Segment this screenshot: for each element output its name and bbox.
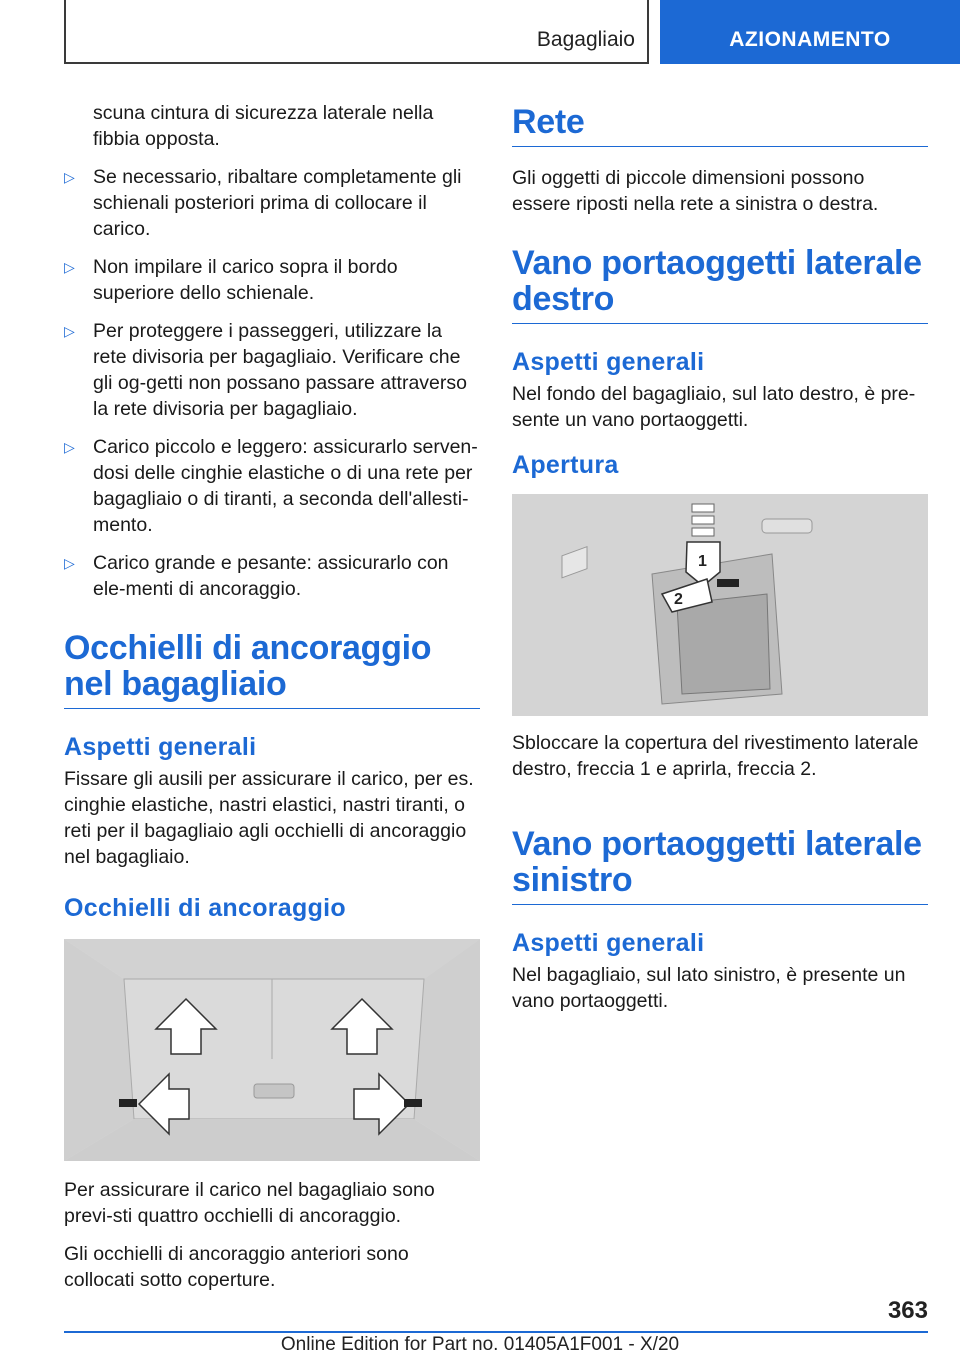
triangle-bullet-icon: ▷ — [64, 555, 75, 571]
section-heading-vano-destro: Vano portaoggetti laterale destro — [512, 245, 928, 324]
list-item — [64, 254, 480, 306]
triangle-bullet-icon: ▷ — [64, 439, 75, 455]
subheading-apertura: Apertura — [512, 451, 619, 479]
header-frame — [64, 0, 649, 64]
subheading-occhielli: Occhielli di ancoraggio — [64, 894, 346, 922]
list-item-text: Per proteggere i passeggeri, utilizzare la rete divisoria per bagagliaio. Verificare che gli og-getti non possano passare attraverso la rete divisoria per bagagliaio. — [93, 320, 467, 420]
list-item — [64, 164, 480, 242]
rete-text: Gli oggetti di piccole dimensioni possono essere riposti nella rete a sinistra o destra. — [512, 167, 879, 215]
section-heading-occhielli: Occhielli di ancoraggio nel bagagliaio — [64, 630, 480, 709]
subheading-aspetti-generali: Aspetti generali — [64, 733, 257, 761]
arrow-2-label: 2 — [674, 591, 683, 608]
page-number: 363 — [887, 1297, 928, 1324]
continuation-text: scuna cintura di sicurezza laterale nella fibbia opposta. — [93, 102, 434, 150]
triangle-bullet-icon: ▷ — [64, 259, 75, 275]
sinistro-aspetti-text: Nel bagagliaio, sul lato sinistro, è presente un vano portaoggetti. — [512, 964, 906, 1012]
subheading-destro-aspetti: Aspetti generali — [512, 348, 705, 376]
side-compartment-drawing — [512, 494, 928, 716]
triangle-bullet-icon: ▷ — [64, 169, 75, 185]
list-item-text: Se necessario, ribaltare completamente gli schienali posteriori prima di collocare il carico. — [93, 166, 462, 240]
anchor-caption-2: Gli occhielli di ancoraggio anteriori sono collocati sotto coperture. — [64, 1243, 409, 1291]
triangle-bullet-icon: ▷ — [64, 323, 75, 339]
aspetti-generali-text: Fissare gli ausili per assicurare il carico, per es. cinghie elastiche, nastri elastici, nastri tiranti, o reti per il bagagliaio agli occhielli di ancoraggio nel bagagliaio. — [64, 768, 474, 868]
right-column — [512, 104, 928, 1026]
left-column — [64, 100, 480, 1305]
apertura-text: Sbloccare la copertura del rivestimento laterale destro, freccia 1 e aprirla, freccia 2. — [512, 732, 919, 780]
section-heading-rete: Rete — [512, 104, 928, 147]
anchor-caption-1: Per assicurare il carico nel bagagliaio sono previ-sti quattro occhielli di ancoraggio. — [64, 1179, 435, 1227]
list-item — [64, 434, 480, 538]
list-item-text: Carico grande e pesante: assicurarlo con ele-menti di ancoraggio. — [93, 552, 449, 600]
list-item — [64, 318, 480, 422]
side-compartment-illustration — [512, 494, 928, 716]
list-item — [64, 550, 480, 602]
footer-edition-text: Online Edition for Part no. 01405A1F001 - X/20 — [280, 1334, 680, 1355]
trunk-anchor-drawing — [64, 939, 480, 1161]
header-section-title: Bagagliaio — [536, 28, 635, 51]
list-item-text: Non impilare il carico sopra il bordo superiore dello schienale. — [93, 256, 398, 304]
destro-aspetti-text: Nel fondo del bagagliaio, sul lato destro, è pre-sente un vano portaoggetti. — [512, 383, 916, 431]
trunk-anchor-illustration — [64, 939, 480, 1161]
subheading-sinistro-aspetti: Aspetti generali — [512, 929, 705, 957]
section-heading-vano-sinistro: Vano portaoggetti laterale sinistro — [512, 826, 928, 905]
arrow-1-label: 1 — [698, 553, 707, 570]
header-chapter-tab: AZIONAMENTO — [660, 0, 960, 64]
footer-divider — [64, 1331, 928, 1333]
list-item-text: Carico piccolo e leggero: assicurarlo serven-dosi delle cinghie elastiche o di una rete per bagagliaio o di tiranti, a seconda dell'allesti-mento. — [93, 436, 478, 536]
